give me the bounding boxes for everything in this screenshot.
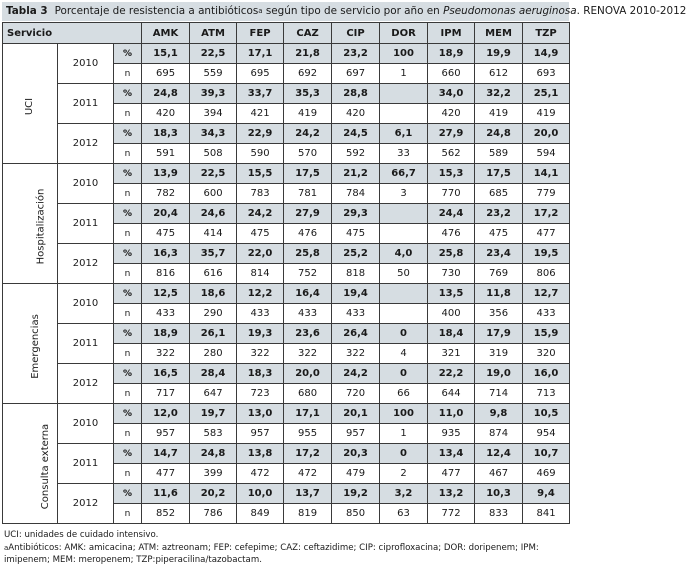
isolate-count-cell: 3 (380, 184, 428, 204)
resistance-percent-cell: 14,9 (523, 44, 570, 64)
count-label: n (114, 224, 142, 244)
resistance-percent-cell: 26,4 (332, 324, 380, 344)
resistance-percent-cell: 18,9 (428, 44, 475, 64)
count-label: n (114, 344, 142, 364)
isolate-count-cell: 814 (237, 264, 284, 284)
isolate-count-cell: 479 (332, 464, 380, 484)
isolate-count-cell: 660 (428, 64, 475, 84)
resistance-percent-cell: 23,2 (332, 44, 380, 64)
resistance-percent-cell: 9,8 (475, 404, 523, 424)
isolate-count-cell: 1 (380, 424, 428, 444)
isolate-count-cell: 713 (523, 384, 570, 404)
isolate-count-cell: 2 (380, 464, 428, 484)
isolate-count-cell: 50 (380, 264, 428, 284)
isolate-count-cell: 717 (142, 384, 190, 404)
percent-label: % (114, 44, 142, 64)
resistance-percent-cell: 12,2 (237, 284, 284, 304)
isolate-count-cell: 420 (428, 104, 475, 124)
isolate-count-cell: 433 (332, 304, 380, 324)
resistance-percent-cell: 18,3 (142, 124, 190, 144)
resistance-percent-cell: 19,5 (523, 244, 570, 264)
resistance-percent-cell: 19,9 (475, 44, 523, 64)
percent-label: % (114, 484, 142, 504)
resistance-percent-cell: 20,0 (284, 364, 332, 384)
resistance-percent-cell: 14,7 (142, 444, 190, 464)
resistance-percent-cell: 11,8 (475, 284, 523, 304)
percent-label: % (114, 284, 142, 304)
isolate-count-cell: 322 (284, 344, 332, 364)
resistance-percent-cell: 20,3 (332, 444, 380, 464)
resistance-percent-cell: 21,2 (332, 164, 380, 184)
table-row (3, 44, 570, 64)
count-label: n (114, 64, 142, 84)
resistance-percent-cell: 18,4 (428, 324, 475, 344)
resistance-percent-cell: 12,0 (142, 404, 190, 424)
count-label: n (114, 464, 142, 484)
isolate-count-cell: 433 (142, 304, 190, 324)
antibiotic-header: DOR (380, 23, 428, 44)
isolate-count-cell: 421 (237, 104, 284, 124)
resistance-percent-cell: 10,0 (237, 484, 284, 504)
resistance-percent-cell: 66,7 (380, 164, 428, 184)
footnote-antibiotics-text: Antibióticos: AMK: amicacina; ATM: aztreonam; FEP: cefepime; CAZ: ceftazidime; CIP: ciprofloxacina; DOR: doripenem; IPM: imipenem; MEM: meropenem; TZP:piperacilina/tazobactam. (4, 542, 539, 565)
resistance-percent-cell: 24,8 (142, 84, 190, 104)
isolate-count-cell: 419 (284, 104, 332, 124)
percent-label: % (114, 444, 142, 464)
service-cell (3, 44, 58, 164)
isolate-count-cell: 394 (190, 104, 237, 124)
isolate-count-cell: 399 (190, 464, 237, 484)
table-row (3, 164, 570, 184)
isolate-count-cell: 590 (237, 144, 284, 164)
isolate-count-cell: 320 (523, 344, 570, 364)
table-row (3, 364, 570, 384)
resistance-percent-cell: 24,2 (237, 204, 284, 224)
resistance-percent-cell: 27,9 (284, 204, 332, 224)
percent-label: % (114, 364, 142, 384)
resistance-percent-cell: 33,7 (237, 84, 284, 104)
antibiotic-header: CIP (332, 23, 380, 44)
isolate-count-cell: 935 (428, 424, 475, 444)
resistance-percent-cell: 18,9 (142, 324, 190, 344)
year-cell: 2012 (58, 364, 114, 404)
resistance-percent-cell: 16,0 (523, 364, 570, 384)
caption-organism: Pseudomonas aeruginosa (443, 5, 577, 17)
resistance-percent-cell: 19,4 (332, 284, 380, 304)
antibiotic-header: AMK (142, 23, 190, 44)
resistance-percent-cell: 0 (380, 444, 428, 464)
isolate-count-cell: 772 (428, 504, 475, 524)
table-row (3, 124, 570, 144)
year-cell: 2010 (58, 164, 114, 204)
isolate-count-cell: 720 (332, 384, 380, 404)
isolate-count-cell: 954 (523, 424, 570, 444)
isolate-count-cell: 63 (380, 504, 428, 524)
antibiotic-header: CAZ (284, 23, 332, 44)
resistance-percent-cell: 17,1 (237, 44, 284, 64)
count-label: n (114, 304, 142, 324)
resistance-percent-cell: 20,0 (523, 124, 570, 144)
resistance-percent-cell: 19,7 (190, 404, 237, 424)
isolate-count-cell: 591 (142, 144, 190, 164)
resistance-percent-cell: 20,4 (142, 204, 190, 224)
resistance-percent-cell: 28,8 (332, 84, 380, 104)
isolate-count-cell: 475 (332, 224, 380, 244)
table-caption (2, 2, 686, 21)
table-label: Tabla 3 (6, 5, 48, 17)
antibiotic-header: MEM (475, 23, 523, 44)
isolate-count-cell: 322 (332, 344, 380, 364)
count-label: n (114, 264, 142, 284)
resistance-percent-cell: 17,5 (475, 164, 523, 184)
isolate-count-cell: 647 (190, 384, 237, 404)
resistance-percent-cell: 20,2 (190, 484, 237, 504)
resistance-percent-cell: 10,5 (523, 404, 570, 424)
resistance-percent-cell: 10,7 (523, 444, 570, 464)
resistance-percent-cell: 22,5 (190, 164, 237, 184)
resistance-percent-cell: 13,9 (142, 164, 190, 184)
isolate-count-cell: 420 (142, 104, 190, 124)
year-cell: 2012 (58, 484, 114, 524)
isolate-count-cell: 957 (142, 424, 190, 444)
isolate-count-cell: 852 (142, 504, 190, 524)
isolate-count-cell: 33 (380, 144, 428, 164)
resistance-percent-cell: 19,3 (237, 324, 284, 344)
resistance-percent-cell (380, 204, 428, 224)
isolate-count-cell: 583 (190, 424, 237, 444)
isolate-count-cell: 475 (237, 224, 284, 244)
isolate-count-cell: 806 (523, 264, 570, 284)
isolate-count-cell: 723 (237, 384, 284, 404)
isolate-count-cell: 779 (523, 184, 570, 204)
resistance-percent-cell: 27,9 (428, 124, 475, 144)
resistance-percent-cell: 17,2 (284, 444, 332, 464)
isolate-count-cell: 419 (475, 104, 523, 124)
resistance-percent-cell: 13,4 (428, 444, 475, 464)
count-label: n (114, 104, 142, 124)
resistance-percent-cell: 18,6 (190, 284, 237, 304)
isolate-count-cell: 955 (284, 424, 332, 444)
isolate-count-cell: 433 (284, 304, 332, 324)
resistance-percent-cell: 12,5 (142, 284, 190, 304)
isolate-count-cell: 475 (475, 224, 523, 244)
resistance-percent-cell: 17,2 (523, 204, 570, 224)
resistance-percent-cell: 100 (380, 404, 428, 424)
caption-text-middle: según tipo de servicio por año en (262, 5, 444, 17)
isolate-count-cell: 850 (332, 504, 380, 524)
resistance-percent-cell: 13,8 (237, 444, 284, 464)
count-label: n (114, 504, 142, 524)
resistance-percent-cell: 19,0 (475, 364, 523, 384)
header-row (3, 23, 570, 44)
isolate-count-cell: 4 (380, 344, 428, 364)
resistance-percent-cell: 12,7 (523, 284, 570, 304)
isolate-count-cell: 476 (428, 224, 475, 244)
isolate-count-cell (380, 104, 428, 124)
isolate-count-cell: 783 (237, 184, 284, 204)
service-label: Emergencias (29, 314, 41, 379)
resistance-percent-cell: 22,9 (237, 124, 284, 144)
antibiotic-header: IPM (428, 23, 475, 44)
isolate-count-cell (380, 224, 428, 244)
resistance-percent-cell: 39,3 (190, 84, 237, 104)
isolate-count-cell: 476 (284, 224, 332, 244)
count-label: n (114, 424, 142, 444)
service-cell (3, 164, 58, 284)
isolate-count-cell: 841 (523, 504, 570, 524)
resistance-percent-cell: 34,0 (428, 84, 475, 104)
isolate-count-cell: 816 (142, 264, 190, 284)
count-label: n (114, 184, 142, 204)
isolate-count-cell: 644 (428, 384, 475, 404)
isolate-count-cell: 562 (428, 144, 475, 164)
resistance-percent-cell: 16,4 (284, 284, 332, 304)
year-cell: 2010 (58, 44, 114, 84)
resistance-percent-cell: 24,5 (332, 124, 380, 144)
resistance-percent-cell: 24,8 (475, 124, 523, 144)
isolate-count-cell: 559 (190, 64, 237, 84)
resistance-percent-cell: 11,0 (428, 404, 475, 424)
isolate-count-cell: 874 (475, 424, 523, 444)
isolate-count-cell: 616 (190, 264, 237, 284)
isolate-count-cell: 752 (284, 264, 332, 284)
isolate-count-cell: 477 (523, 224, 570, 244)
isolate-count-cell: 589 (475, 144, 523, 164)
resistance-percent-cell: 21,8 (284, 44, 332, 64)
isolate-count-cell: 612 (475, 64, 523, 84)
isolate-count-cell: 786 (190, 504, 237, 524)
isolate-count-cell: 321 (428, 344, 475, 364)
resistance-percent-cell: 22,2 (428, 364, 475, 384)
resistance-percent-cell: 29,3 (332, 204, 380, 224)
isolate-count-cell: 819 (284, 504, 332, 524)
table-row (3, 444, 570, 464)
resistance-percent-cell: 13,0 (237, 404, 284, 424)
isolate-count-cell: 730 (428, 264, 475, 284)
resistance-percent-cell: 15,3 (428, 164, 475, 184)
isolate-count-cell: 714 (475, 384, 523, 404)
year-cell: 2012 (58, 244, 114, 284)
year-cell: 2010 (58, 284, 114, 324)
resistance-percent-cell (380, 284, 428, 304)
resistance-percent-cell: 24,4 (428, 204, 475, 224)
isolate-count-cell: 770 (428, 184, 475, 204)
isolate-count-cell: 419 (523, 104, 570, 124)
antibiotic-header: FEP (237, 23, 284, 44)
isolate-count-cell: 769 (475, 264, 523, 284)
isolate-count-cell: 356 (475, 304, 523, 324)
resistance-percent-cell: 35,7 (190, 244, 237, 264)
caption-superscript: a (258, 7, 263, 15)
resistance-percent-cell: 100 (380, 44, 428, 64)
antibiotic-header: ATM (190, 23, 237, 44)
year-cell: 2011 (58, 204, 114, 244)
isolate-count-cell: 784 (332, 184, 380, 204)
resistance-percent-cell: 17,9 (475, 324, 523, 344)
isolate-count-cell: 475 (142, 224, 190, 244)
isolate-count-cell: 433 (523, 304, 570, 324)
year-cell: 2011 (58, 324, 114, 364)
resistance-percent-cell: 25,8 (428, 244, 475, 264)
resistance-percent-cell: 24,2 (332, 364, 380, 384)
isolate-count-cell: 420 (332, 104, 380, 124)
isolate-count-cell: 692 (284, 64, 332, 84)
isolate-count-cell: 414 (190, 224, 237, 244)
resistance-percent-cell: 4,0 (380, 244, 428, 264)
percent-label: % (114, 324, 142, 344)
isolate-count-cell: 472 (284, 464, 332, 484)
resistance-percent-cell: 3,2 (380, 484, 428, 504)
year-cell: 2011 (58, 84, 114, 124)
table-row (3, 204, 570, 224)
resistance-percent-cell: 20,1 (332, 404, 380, 424)
isolate-count-cell: 508 (190, 144, 237, 164)
resistance-percent-cell: 17,1 (284, 404, 332, 424)
resistance-percent-cell: 13,7 (284, 484, 332, 504)
resistance-percent-cell: 17,5 (284, 164, 332, 184)
isolate-count-cell: 697 (332, 64, 380, 84)
resistance-percent-cell: 19,2 (332, 484, 380, 504)
resistance-percent-cell: 16,5 (142, 364, 190, 384)
isolate-count-cell: 472 (237, 464, 284, 484)
resistance-percent-cell: 10,3 (475, 484, 523, 504)
service-cell (3, 284, 58, 404)
resistance-percent-cell: 9,4 (523, 484, 570, 504)
resistance-table (2, 22, 570, 524)
footnote-superscript: a (4, 543, 9, 552)
resistance-percent-cell: 6,1 (380, 124, 428, 144)
resistance-percent-cell: 14,1 (523, 164, 570, 184)
percent-label: % (114, 204, 142, 224)
isolate-count-cell: 680 (284, 384, 332, 404)
isolate-count-cell: 781 (284, 184, 332, 204)
percent-label: % (114, 244, 142, 264)
isolate-count-cell: 695 (142, 64, 190, 84)
resistance-percent-cell: 24,8 (190, 444, 237, 464)
isolate-count-cell: 66 (380, 384, 428, 404)
isolate-count-cell: 594 (523, 144, 570, 164)
isolate-count-cell: 600 (190, 184, 237, 204)
isolate-count-cell: 957 (237, 424, 284, 444)
count-label: n (114, 144, 142, 164)
antibiotic-header: TZP (523, 23, 570, 44)
footnote-uci: UCI: unidades de cuidado intensivo. (4, 530, 159, 540)
table-row (3, 484, 570, 504)
percent-label: % (114, 164, 142, 184)
resistance-percent-cell: 18,3 (237, 364, 284, 384)
isolate-count-cell: 322 (237, 344, 284, 364)
isolate-count-cell (380, 304, 428, 324)
resistance-percent-cell: 23,2 (475, 204, 523, 224)
caption-text-before: Porcentaje de resistencia a antibióticos (54, 5, 259, 17)
isolate-count-cell: 477 (142, 464, 190, 484)
resistance-percent-cell: 16,3 (142, 244, 190, 264)
footnotes (4, 529, 567, 567)
percent-label: % (114, 124, 142, 144)
resistance-percent-cell: 25,8 (284, 244, 332, 264)
caption-text-after: . RENOVA 2010-2012 (576, 5, 686, 17)
isolate-count-cell: 467 (475, 464, 523, 484)
service-label: Hospitalización (35, 188, 47, 265)
table-row (3, 244, 570, 264)
table-row (3, 84, 570, 104)
resistance-percent-cell: 22,5 (190, 44, 237, 64)
resistance-percent-cell: 13,2 (428, 484, 475, 504)
isolate-count-cell: 433 (237, 304, 284, 324)
isolate-count-cell: 685 (475, 184, 523, 204)
percent-label: % (114, 84, 142, 104)
resistance-percent-cell: 13,5 (428, 284, 475, 304)
isolate-count-cell: 592 (332, 144, 380, 164)
percent-label: % (114, 404, 142, 424)
count-label: n (114, 384, 142, 404)
service-cell (3, 404, 58, 524)
resistance-percent-cell: 15,9 (523, 324, 570, 344)
table-row (3, 404, 570, 424)
isolate-count-cell: 695 (237, 64, 284, 84)
table-body (3, 44, 570, 524)
isolate-count-cell: 818 (332, 264, 380, 284)
resistance-percent-cell: 11,6 (142, 484, 190, 504)
service-label: UCI (24, 97, 36, 116)
isolate-count-cell: 469 (523, 464, 570, 484)
resistance-percent-cell: 0 (380, 324, 428, 344)
table-row (3, 324, 570, 344)
resistance-percent-cell: 23,4 (475, 244, 523, 264)
isolate-count-cell: 1 (380, 64, 428, 84)
year-cell: 2010 (58, 404, 114, 444)
service-label: Consulta externa (40, 423, 52, 510)
isolate-count-cell: 849 (237, 504, 284, 524)
resistance-percent-cell: 25,1 (523, 84, 570, 104)
resistance-percent-cell: 32,2 (475, 84, 523, 104)
resistance-percent-cell: 0 (380, 364, 428, 384)
isolate-count-cell: 782 (142, 184, 190, 204)
resistance-percent-cell: 24,6 (190, 204, 237, 224)
resistance-percent-cell: 34,3 (190, 124, 237, 144)
isolate-count-cell: 833 (475, 504, 523, 524)
table-row (3, 284, 570, 304)
resistance-percent-cell: 22,0 (237, 244, 284, 264)
isolate-count-cell: 290 (190, 304, 237, 324)
resistance-percent-cell: 25,2 (332, 244, 380, 264)
isolate-count-cell: 280 (190, 344, 237, 364)
resistance-percent-cell: 35,3 (284, 84, 332, 104)
isolate-count-cell: 319 (475, 344, 523, 364)
resistance-percent-cell: 23,6 (284, 324, 332, 344)
isolate-count-cell: 957 (332, 424, 380, 444)
isolate-count-cell: 693 (523, 64, 570, 84)
year-cell: 2011 (58, 444, 114, 484)
servicio-header: Servicio (3, 23, 142, 44)
resistance-percent-cell: 26,1 (190, 324, 237, 344)
resistance-percent-cell: 24,2 (284, 124, 332, 144)
footnote-antibiotics (4, 542, 567, 567)
resistance-percent-cell: 28,4 (190, 364, 237, 384)
isolate-count-cell: 570 (284, 144, 332, 164)
resistance-percent-cell: 15,5 (237, 164, 284, 184)
isolate-count-cell: 400 (428, 304, 475, 324)
resistance-percent-cell (380, 84, 428, 104)
year-cell: 2012 (58, 124, 114, 164)
resistance-percent-cell: 15,1 (142, 44, 190, 64)
isolate-count-cell: 322 (142, 344, 190, 364)
isolate-count-cell: 477 (428, 464, 475, 484)
resistance-percent-cell: 12,4 (475, 444, 523, 464)
